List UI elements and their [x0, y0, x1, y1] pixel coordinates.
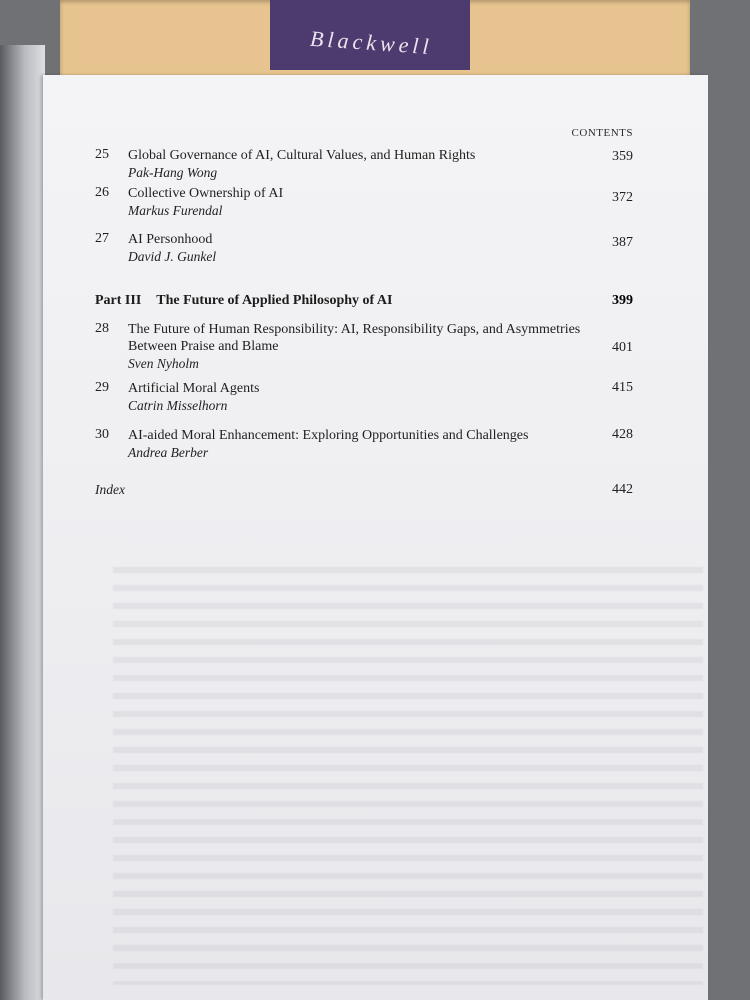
chapter-title-text: Artificial Moral Agents: [128, 381, 260, 396]
chapter-title-line2: Between Praise and Blame: [128, 339, 279, 354]
chapter-title: [128, 427, 628, 461]
chapter-title-text: Collective Ownership of AI: [128, 186, 284, 201]
chapter-number: 28: [95, 321, 109, 336]
chapter-number: 30: [95, 427, 109, 442]
contents-page: [43, 75, 708, 1000]
page-number: 401: [612, 340, 633, 355]
part-heading: [95, 293, 655, 309]
page-number: 415: [612, 380, 633, 395]
page-number: 428: [612, 427, 633, 442]
toc-entry: [43, 380, 708, 420]
chapter-number: 25: [95, 147, 109, 162]
toc-entry: [43, 185, 708, 225]
toc-entry: [43, 321, 708, 381]
chapter-title: [128, 185, 608, 219]
part-title: The Future of Applied Philosophy of AI: [156, 293, 393, 308]
running-header: CONTENTS: [571, 127, 633, 139]
part-page-number: 399: [612, 293, 633, 308]
chapter-author: David J. Gunkel: [128, 249, 217, 264]
book-spine-edge: [0, 45, 45, 1000]
chapter-author: Andrea Berber: [128, 445, 209, 460]
background-book-title: Blackwell: [309, 25, 434, 60]
chapter-author: Catrin Misselhorn: [128, 398, 228, 413]
chapter-author: Markus Furendal: [128, 203, 223, 218]
index-label: Index: [95, 482, 125, 497]
chapter-number: 29: [95, 380, 109, 395]
chapter-title: [128, 380, 608, 414]
toc-entry: [43, 231, 708, 271]
page-number: 359: [612, 149, 633, 164]
toc-entry: [43, 427, 708, 467]
chapter-title: [128, 231, 608, 265]
chapter-number: 26: [95, 185, 109, 200]
chapter-author: Pak-Hang Wong: [128, 165, 218, 180]
page-number: 387: [612, 235, 633, 250]
chapter-title-text: AI Personhood: [128, 232, 213, 247]
index-page-number: 442: [612, 482, 633, 497]
chapter-title-text: AI-aided Moral Enhancement: Exploring Opportunities and Challenges: [128, 428, 529, 443]
chapter-author: Sven Nyholm: [128, 356, 199, 371]
chapter-title-text: Global Governance of AI, Cultural Values, and Human Rights: [128, 148, 476, 163]
chapter-title: [128, 147, 608, 181]
chapter-title: [128, 321, 638, 372]
part-label: Part III: [95, 293, 142, 308]
chapter-number: 27: [95, 231, 109, 246]
toc-entry: [43, 147, 708, 187]
show-through-text: [113, 555, 703, 985]
chapter-title-line1: The Future of Human Responsibility: AI, Responsibility Gaps, and Asymmetries: [128, 322, 581, 337]
page-number: 372: [612, 190, 633, 205]
